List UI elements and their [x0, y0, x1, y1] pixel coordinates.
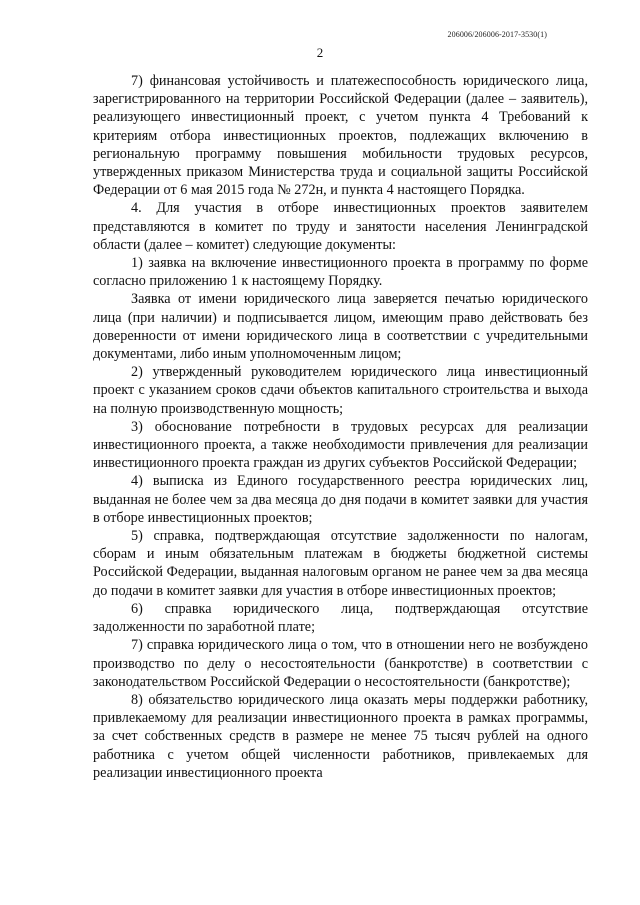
- paragraph: 7) справка юридического лица о том, что в отношении него не возбуждено производство по делу о несостоятельности (банкротстве) в соответствии с законодательством Российской Федерации о несостоятельности (банкротстве);: [93, 637, 588, 690]
- document-id: 206006/206006-2017-3530(1): [447, 30, 547, 39]
- paragraph: 7) финансовая устойчивость и платежеспособность юридического лица, зарегистрированного на территории Российской Федерации (далее – заявитель), реализующего инвестиционный проект, с учетом пункта 4 Требований к критериям отбора инвестиционных проектов, подлежащих включению в региональную программу повышения мобильности трудовых ресурсов, утвержденных приказом Министерства труда и социальной защиты Российской Федерации от 6 мая 2015 года № 272н, и пункта 4 настоящего Порядка.: [93, 73, 588, 199]
- paragraph: 8) обязательство юридического лица оказать меры поддержки работнику, привлекаемому для реализации инвестиционного проекта в рамках программы, за счет собственных средств в размере не менее 75 тысяч рублей на одного работника с учетом общей численности работников, привлекаемых для реализации инвестиционного проекта: [93, 691, 588, 781]
- paragraph: 6) справка юридического лица, подтверждающая отсутствие задолженности по заработной плате;: [93, 600, 588, 636]
- paragraph: Заявка от имени юридического лица заверяется печатью юридического лица (при наличии) и подписывается лицом, имеющим право действовать без доверенности от имени юридического лица в соответствии с учредительными документами, либо иным уполномоченным лицом;: [93, 291, 588, 363]
- paragraph: 4. Для участия в отборе инвестиционных проектов заявителем представляются в комитет по труду и занятости населения Ленинградской области (далее – комитет) следующие документы:: [93, 200, 588, 253]
- page-number: 2: [316, 45, 324, 60]
- paragraph: 1) заявка на включение инвестиционного проекта в программу по форме согласно приложению 1 к настоящему Порядку.: [93, 255, 588, 290]
- paragraph: 2) утвержденный руководителем юридического лица инвестиционный проект с указанием сроков сдачи объектов капитального строительства и выхода на полную производственную мощность;: [93, 364, 588, 417]
- paragraph: 5) справка, подтверждающая отсутствие задолженности по налогам, сборам и иным обязательным платежам в бюджеты бюджетной системы Российской Федерации, выданная налоговым органом не ранее чем за два месяца до подачи в комитет заявки для участия в отборе инвестиционных проектов;: [93, 528, 588, 599]
- paragraph: 3) обоснование потребности в трудовых ресурсах для реализации инвестиционного проекта, а также необходимости привлечения для реализации инвестиционного проекта граждан из других субъектов Российской Федерации;: [93, 418, 588, 472]
- paragraph: 4) выписка из Единого государственного реестра юридических лиц, выданная не более чем за два месяца до дня подачи в комитет заявки для участия в отборе инвестиционных проектов;: [93, 473, 588, 526]
- document-body: [93, 72, 588, 782]
